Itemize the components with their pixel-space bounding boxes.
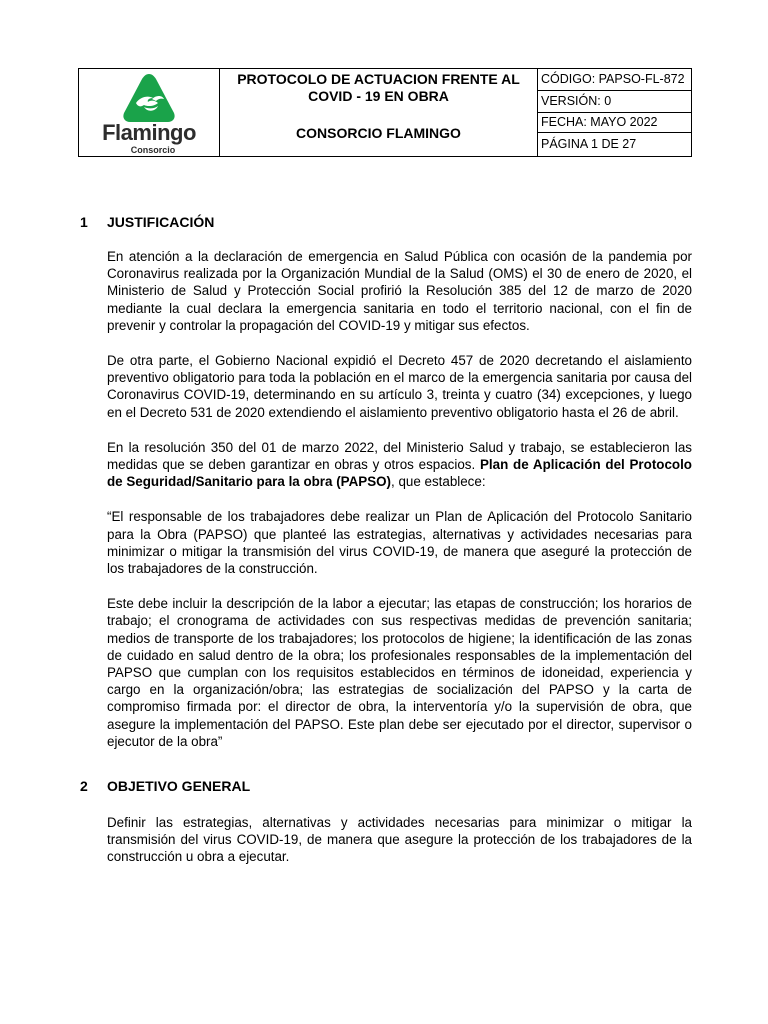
section-title: OBJETIVO GENERAL <box>107 778 251 795</box>
document-title: PROTOCOLO DE ACTUACION FRENTE AL COVID - 19 EN OBRA <box>237 71 520 104</box>
codigo-cell: CÓDIGO: PAPSO-FL-872 <box>538 69 692 91</box>
flamingo-logo <box>79 70 219 156</box>
section-title: JUSTIFICACIÓN <box>107 214 215 230</box>
document-body <box>80 212 692 866</box>
paragraph: En atención a la declaración de emergencia en Salud Pública con ocasión de la pandemia por Coronavirus realizada por la Organización Mundial de la Salud (OMS) el 30 de enero de 2020, el Ministerio de Salud y Protección Social profirió la Resolución 385 del 12 de marzo de 2020 mediante la cual declara la emergencia sanitaria en todo el territorio nacional, con el fin de prevenir y controlar la propagación del COVID-19 y mitigar sus efectos. <box>107 249 692 333</box>
pagina-cell: PÁGINA 1 DE 27 <box>538 133 692 157</box>
title-cell <box>220 69 538 157</box>
section-heading <box>80 776 692 796</box>
paragraph: De otra parte, el Gobierno Nacional expidió el Decreto 457 de 2020 decretando el aislamiento preventivo obligatorio para toda la población en el marco de la emergencia sanitaria por causa del Coronavirus COVID-19, determinando en su artículo 3, treinta y cuatro (34) excepciones, y luego en el Decreto 531 de 2020 extendiendo el aislamiento preventivo obligatorio hasta el 26 de abril. <box>107 353 692 420</box>
logo-subtext: Consorcio <box>130 144 176 155</box>
fecha-cell: FECHA: MAYO 2022 <box>538 113 692 133</box>
quote-paragraph: Este debe incluir la descripción de la labor a ejecutar; las etapas de construcción; los horarios de trabajo; el cronograma de actividades con sus respectivas medidas de prevención sanitaria; medios de transporte de los trabajadores; los protocolos de higiene; la identificación de las zonas de cuidado en salud dentro de la obra; los profesionales responsables de la implementación del PAPSO que cumplan con los requisitos establecidos en términos de idoneidad, experiencia y cargo en la organización/obra; las estrategias de socialización del PAPSO y la carta de compromiso firmada por: el director de obra, la interventoría y/o la supervisión de obra, que asegure la implementación del PAPSO. Este plan debe ser ejecutado por el director, supervisor o ejecutor de la obra” <box>107 596 692 749</box>
section-number: 2 <box>80 778 88 795</box>
paragraph: En la resolución 350 del 01 de marzo 2022, del Ministerio Salud y trabajo, se establecieron las medidas que se deben garantizar en obras y otros espacios. Plan de Aplicación del Protocolo de Seguridad/Sanitario para la obra (PAPSO), que establece: <box>107 439 692 490</box>
version-cell: VERSIÓN: 0 <box>538 91 692 113</box>
document-header-table <box>78 68 692 157</box>
logo-cell <box>79 69 220 157</box>
quote-paragraph: “El responsable de los trabajadores debe realizar un Plan de Aplicación del Protocolo Sanitario para la Obra (PAPSO) que planteé las estrategias, alternativas y actividades necesarias para minimizar o mitigar la transmisión del virus COVID-19, de manera que aseguré la protección de los trabajadores de la construcción. <box>107 509 692 577</box>
logo-text: Flamingo <box>102 119 196 145</box>
paragraph: Definir las estrategias, alternativas y actividades necesarias para minimizar o mitigar la transmisión del virus COVID-19, de manera que asegure la protección de los trabajadores de la construcción u obra a ejecutar. <box>107 815 692 865</box>
section-number: 1 <box>80 214 88 230</box>
company-name: CONSORCIO FLAMINGO <box>296 125 461 141</box>
flamingo-logo-icon <box>122 73 176 123</box>
section-heading <box>80 212 692 232</box>
